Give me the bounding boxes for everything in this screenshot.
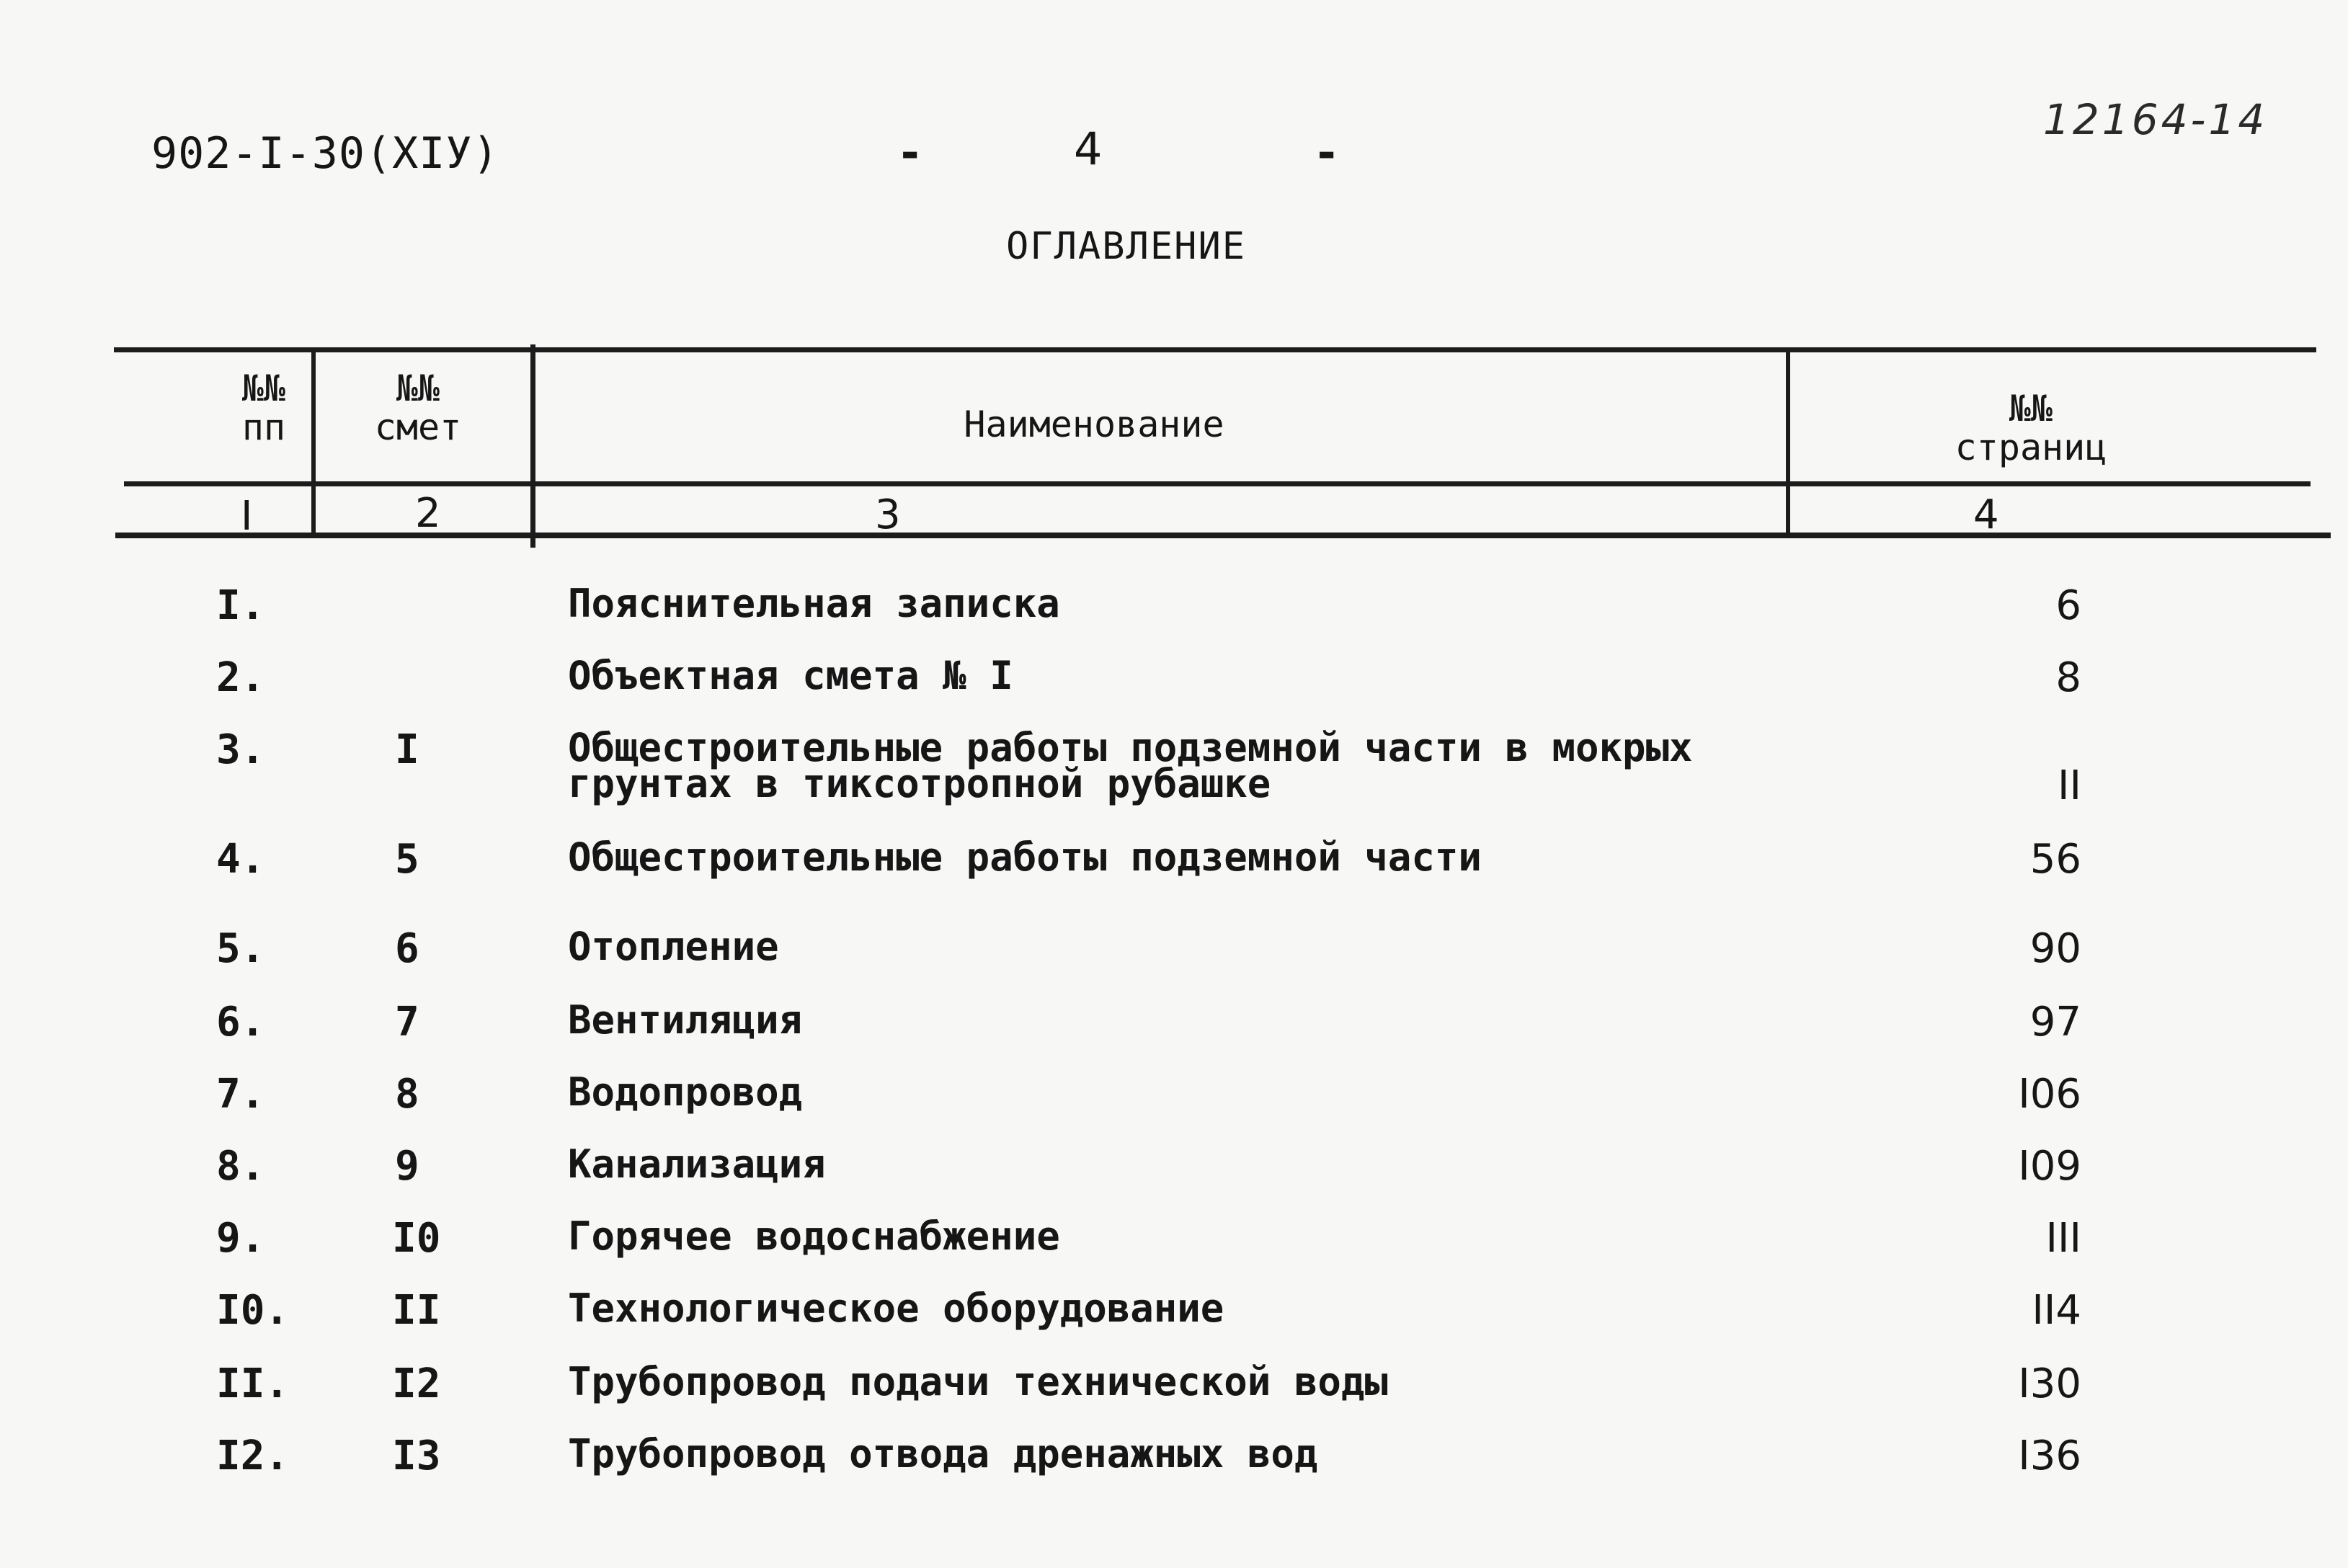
column-header-pages (1955, 389, 2107, 467)
row-page: 56 (2029, 836, 2081, 883)
row-estimate: I0 (392, 1215, 441, 1262)
row-estimate: I2 (392, 1360, 441, 1407)
document-code: 902-I-30(XIУ) (151, 128, 499, 179)
row-name: Объектная смета № I (568, 653, 1013, 698)
row-estimate: 7 (395, 999, 419, 1046)
row-number: 4. (216, 836, 265, 883)
table-top-rule (114, 347, 2316, 352)
row-page: 8 (2055, 654, 2081, 701)
row-name: Горячее водоснабжение (568, 1213, 1060, 1259)
row-estimate: 6 (395, 925, 419, 972)
page-dash-left: - (897, 126, 924, 179)
column-header-pages-line2: страниц (1955, 427, 2107, 468)
column-header-number-line2: пп (241, 406, 286, 448)
row-number: 6. (216, 999, 265, 1046)
column-header-number-line1: №№ (241, 368, 286, 409)
column-header-estimate-line1: №№ (396, 368, 440, 409)
column-number-1: I (241, 493, 253, 540)
row-number: I2. (216, 1433, 290, 1479)
page-number: 4 (1074, 122, 1103, 175)
row-number: I. (216, 582, 265, 629)
row-name: Технологическое оборудование (568, 1286, 1224, 1331)
row-name-line2: грунтах в тиксотропной рубашке (568, 761, 1271, 806)
column-header-pages-line1: №№ (2009, 388, 2053, 429)
row-name: Пояснительная записка (568, 581, 1060, 626)
row-estimate: I3 (392, 1433, 441, 1479)
column-header-number (242, 369, 285, 447)
row-page: 90 (2029, 925, 2081, 972)
table-header-bottom-rule (124, 481, 2311, 486)
row-page: II (2057, 762, 2081, 809)
row-page: I09 (2018, 1143, 2081, 1190)
row-page: 6 (2055, 582, 2081, 629)
row-name: Канализация (568, 1141, 826, 1187)
column-header-estimate-line2: смет (374, 406, 462, 448)
column-separator-1 (311, 347, 316, 536)
page-title: ОГЛАВЛЕНИЕ (1006, 225, 1247, 268)
row-name: Вентиляция (568, 997, 803, 1043)
row-name: Общестроительные работы подземной части (568, 834, 1482, 880)
row-estimate: 9 (395, 1143, 419, 1190)
column-number-3: 3 (875, 491, 901, 538)
row-number: 9. (216, 1215, 265, 1262)
row-page: III (2045, 1215, 2081, 1262)
row-number: II. (216, 1360, 290, 1407)
row-page: II4 (2032, 1287, 2081, 1334)
row-estimate: II (392, 1287, 441, 1334)
column-separator-2 (530, 344, 535, 548)
column-header-estimate (375, 369, 461, 447)
row-page: I30 (2018, 1360, 2081, 1407)
row-number: 5. (216, 925, 265, 972)
column-separator-3 (1786, 347, 1790, 536)
row-estimate: 8 (395, 1071, 419, 1118)
column-number-4: 4 (1973, 491, 1999, 538)
row-number: 7. (216, 1071, 265, 1118)
row-name: Отопление (568, 924, 779, 969)
row-name-line1: Общестроительные работы подземной части в мокрых (568, 725, 1693, 770)
row-name: Водопровод (568, 1069, 803, 1115)
row-page: 97 (2029, 999, 2081, 1046)
row-name: Трубопровод отвода дренажных вод (568, 1431, 1318, 1476)
row-page: I06 (2018, 1071, 2081, 1118)
column-header-name-line1: Наименование (964, 404, 1224, 445)
column-number-2: 2 (415, 490, 441, 537)
row-number: 3. (216, 726, 265, 773)
row-number: 2. (216, 654, 265, 701)
archive-number: 12164-14 (2043, 95, 2268, 144)
row-page: I36 (2018, 1433, 2081, 1479)
column-header-name (964, 405, 1224, 444)
row-estimate: 5 (395, 836, 419, 883)
row-number: I0. (216, 1287, 290, 1334)
page-dash-right: - (1313, 126, 1340, 179)
row-name: Трубопровод подачи технической воды (568, 1359, 1388, 1404)
row-number: 8. (216, 1143, 265, 1190)
row-estimate: I (395, 726, 419, 773)
